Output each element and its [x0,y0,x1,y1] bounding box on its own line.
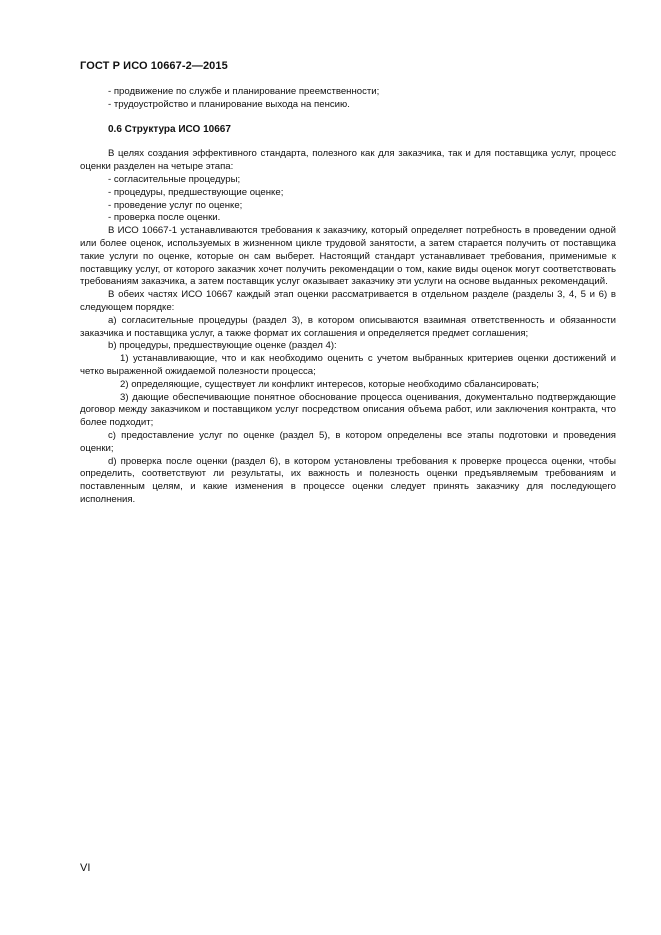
page-number: VI [80,862,91,874]
section-title: 0.6 Структура ИСО 10667 [108,123,231,135]
sub-item: 1) устанавливающие, что и как необходимо оценить с учетом выбранных критериев оценки достижений и четко выраженной ожидаемой полезности процесса; [80,353,616,377]
list-item: - трудоустройство и планирование выхода на пенсию. [108,98,350,110]
list-item: - согласительные процедуры; [108,173,241,185]
sub-item: 3) дающие обеспечивающие понятное обоснование процесса оценивания, документально подтверждающие договор между заказчиком и поставщиком услуг посредством описания объема работ, или заключения контракта, что более подходит; [80,391,616,429]
list-item: - проведение услуг по оценке; [108,199,243,211]
list-item-b: b) процедуры, предшествующие оценке (раздел 4): [108,340,337,352]
list-item-d: d) проверка после оценки (раздел 6), в котором установлены требования к проверке процесса оценки, чтобы определить, соответствуют ли результаты, их важность и полезность оценки предъявляемым требованиям и поставленным целям, и какие изменения в процессе оценки следует принять заказчику для последующего исполнения. [80,455,616,505]
paragraph: В обеих частях ИСО 10667 каждый этап оценки рассматривается в отдельном разделе (разделы 3, 4, 5 и 6) в следующем порядке: [80,289,616,313]
sub-item: 2) определяющие, существует ли конфликт интересов, которые необходимо сбалансировать; [120,378,539,390]
document-body [80,86,616,507]
list-item-c: c) предоставление услуг по оценке (раздел 5), в котором определены все этапы подготовки и проведения оценки; [80,429,616,454]
list-item: - продвижение по службе и планирование преемственности; [108,86,380,97]
list-item-a: a) согласительные процедуры (раздел 3), в котором описываются взаимная ответственность и обязанности заказчика и поставщика услуг, а также формат их соглашения и определяется предмет соглашения; [80,314,616,339]
paragraph: В ИСО 10667-1 устанавливаются требования к заказчику, который определяет потребность в проведении одной или более оценок, используемых в жизненном цикле трудовой занятости, а затем старается получить от поставщика такие услуги по оценке, которые он сам выберет. Настоящий стандарт устанавливает требования, применимые к поставщику услуг, от которого заказчик хочет получить рекомендации о том, какие виды оценок могут соответствовать требованиям заказчика, а затем поставщик услуг оказывает заказчику эти услуги на основе выданных рекомендаций. [80,225,616,288]
paragraph: В целях создания эффективного стандарта, полезного как для заказчика, так и для поставщика услуг, процесс оценки разделен на четыре этапа: [80,148,616,173]
list-item: - процедуры, предшествующие оценке; [108,186,284,198]
document-header: ГОСТ Р ИСО 10667-2—2015 [80,60,228,72]
list-item: - проверка после оценки. [108,212,221,224]
